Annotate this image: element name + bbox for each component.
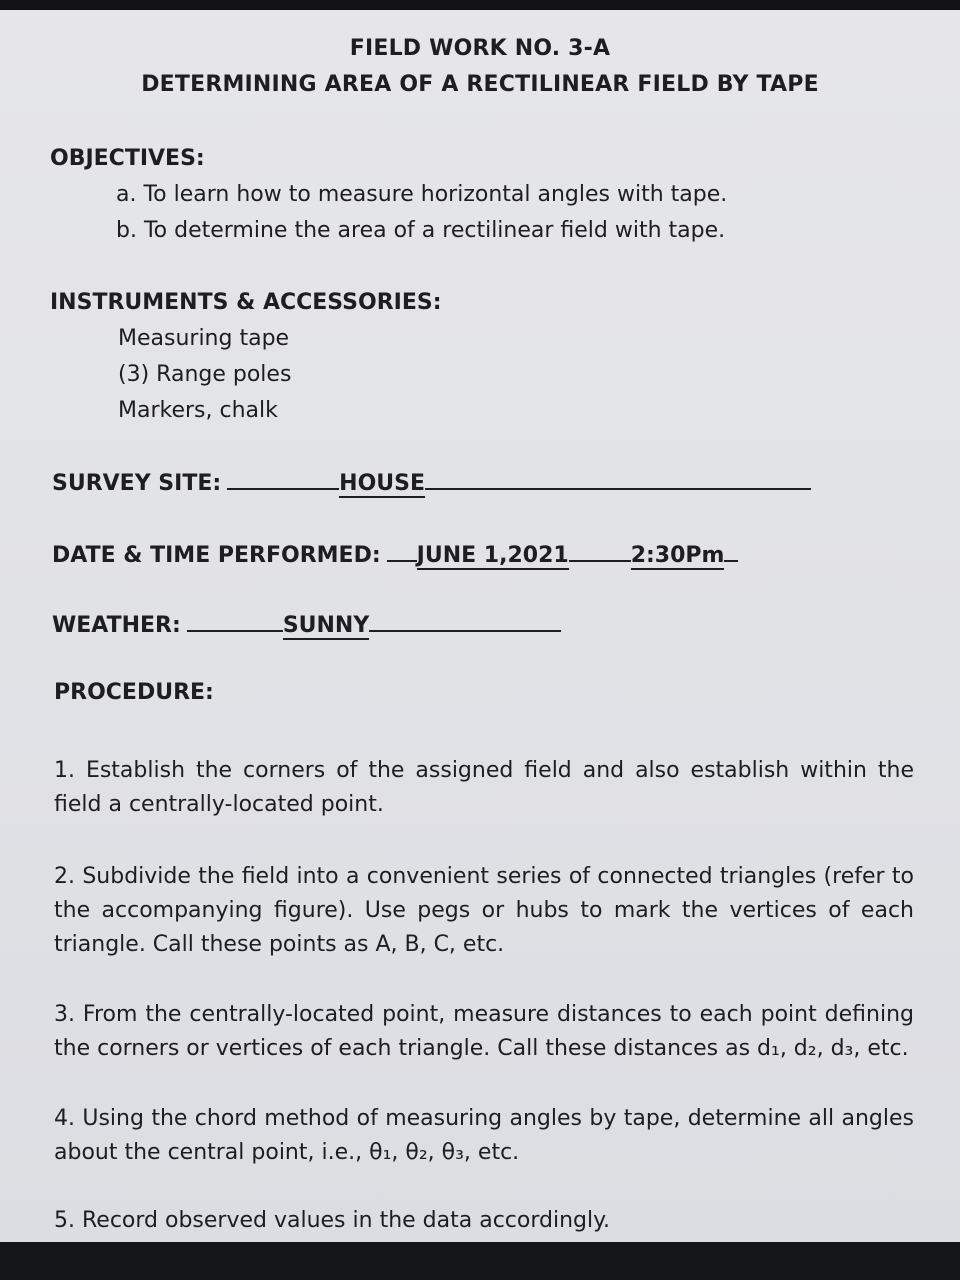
blank-line bbox=[425, 468, 811, 490]
screen-bezel bbox=[0, 1242, 960, 1280]
instrument-item: Measuring tape bbox=[118, 326, 290, 351]
instruments-heading: INSTRUMENTS & ACCESSORIES: bbox=[50, 290, 442, 315]
objectives-heading: OBJECTIVES: bbox=[50, 146, 205, 171]
worksheet-page bbox=[0, 10, 960, 1242]
survey-site-value: HOUSE bbox=[339, 471, 426, 496]
blank-line bbox=[369, 610, 561, 632]
procedure-step: 3. From the centrally-located point, measure distances to each point defining the corners or vertices of each triangle. Call these distances as d₁, d₂, d₃, etc. bbox=[54, 1002, 914, 1061]
instrument-item: Markers, chalk bbox=[118, 398, 278, 423]
procedure-heading: PROCEDURE: bbox=[54, 680, 214, 705]
procedure-step: 4. Using the chord method of measuring angles by tape, determine all angles about the central point, i.e., θ₁, θ₂, θ₃, etc. bbox=[54, 1106, 914, 1165]
blank-line bbox=[569, 540, 631, 562]
weather-value: SUNNY bbox=[282, 613, 370, 638]
time-value: 2:30Pm bbox=[630, 543, 725, 568]
weather-label: WEATHER: bbox=[52, 613, 181, 638]
blank-line bbox=[724, 540, 738, 562]
document-subtitle: DETERMINING AREA OF A RECTILINEAR FIELD BY TAPE bbox=[141, 72, 819, 97]
date-time-label: DATE & TIME PERFORMED: bbox=[52, 543, 381, 568]
document-title: FIELD WORK NO. 3-A bbox=[349, 36, 611, 61]
procedure-step: 5. Record observed values in the data accordingly. bbox=[54, 1208, 610, 1233]
blank-line bbox=[187, 610, 283, 632]
date-time-row bbox=[52, 540, 738, 570]
date-value: JUNE 1,2021 bbox=[416, 543, 569, 568]
procedure-step: 1. Establish the corners of the assigned field and also establish within the field a centrally-located point. bbox=[54, 758, 914, 817]
survey-site-label: SURVEY SITE: bbox=[52, 471, 222, 496]
objective-item: b. To determine the area of a rectilinear field with tape. bbox=[116, 218, 726, 243]
weather-row bbox=[52, 610, 561, 640]
instrument-item: (3) Range poles bbox=[118, 362, 292, 387]
blank-line bbox=[387, 540, 417, 562]
survey-site-row bbox=[52, 468, 811, 498]
blank-line bbox=[227, 468, 339, 490]
procedure-step: 2. Subdivide the field into a convenient series of connected triangles (refer to the accompanying figure). Use pegs or hubs to mark the vertices of each triangle. Call these points as A, B, C, etc. bbox=[54, 864, 914, 957]
objective-item: a. To learn how to measure horizontal angles with tape. bbox=[116, 182, 728, 207]
